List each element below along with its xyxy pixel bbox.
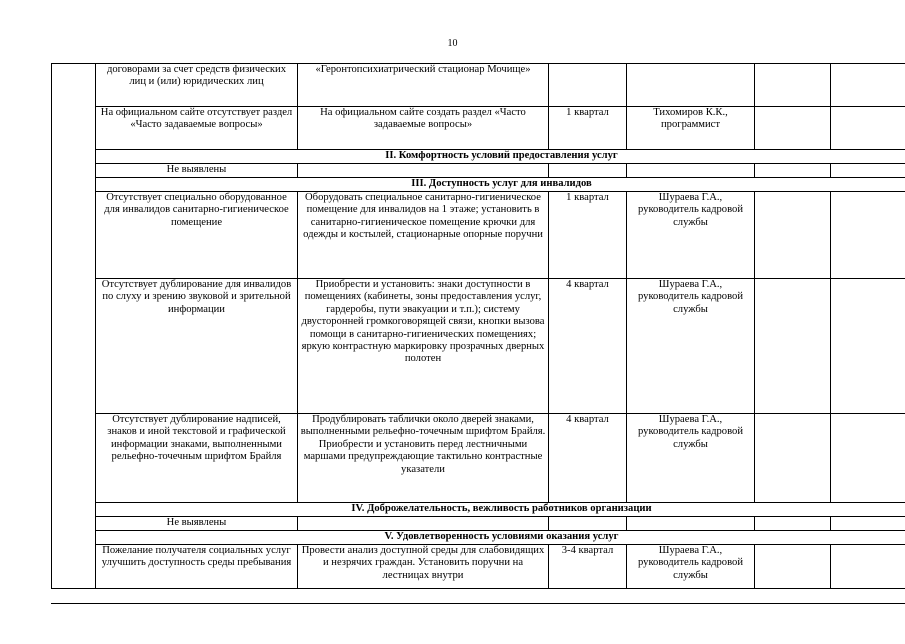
table-row — [52, 517, 905, 531]
responsible-cell: Шураева Г.А., руководитель кадровой службы — [627, 279, 755, 414]
date-cell — [831, 414, 905, 503]
date-cell — [831, 192, 905, 279]
page-number: 10 — [0, 38, 905, 49]
page-bottom-margin — [0, 604, 905, 644]
measure-cell — [298, 164, 549, 178]
measure-cell: Провести анализ доступной среды для слабовидящих и незрячих граждан. Установить поручни на лестницах внутри — [298, 545, 549, 589]
date-cell — [831, 279, 905, 414]
measure-cell: «Геронтопсихиатрический стационар Мочище» — [298, 64, 549, 107]
table-row — [52, 164, 905, 178]
measure-cell: На официальном сайте создать раздел «Часто задаваемые вопросы» — [298, 107, 549, 150]
section-heading: V. Удовлетворенность условиями оказания услуг — [96, 531, 905, 545]
responsible-cell — [627, 64, 755, 107]
result-cell — [755, 414, 831, 503]
table-row — [52, 107, 905, 150]
responsible-cell: Шураева Г.А., руководитель кадровой службы — [627, 545, 755, 589]
number-column — [52, 64, 96, 589]
measure-cell: Продублировать таблички около дверей знаками, выполненными рельефно-точечным шрифтом Брайля. Приобрести и установить перед лестничными маршами предупреждающие тактильно контрастные указатели — [298, 414, 549, 503]
result-cell — [755, 517, 831, 531]
table-row — [52, 64, 905, 107]
section-row — [52, 503, 905, 517]
table-bottom-border — [51, 603, 905, 604]
date-cell — [831, 545, 905, 589]
term-cell: 4 квартал — [549, 414, 627, 503]
measure-cell — [298, 517, 549, 531]
section-row — [52, 178, 905, 192]
term-cell — [549, 164, 627, 178]
measure-cell: Приобрести и установить: знаки доступности в помещениях (кабинеты, зоны предоставления услуг, гардеробы, пути эвакуации и т.п.); систему двусторонней громкоговорящей связи, кнопки вызова помощи в санитарно-гигиенических помещениях; яркую контрастную маркировку прозрачных дверных полотен — [298, 279, 549, 414]
shortcoming-cell: На официальном сайте отсутствует раздел «Часто задаваемые вопросы» — [96, 107, 298, 150]
shortcoming-cell: Пожелание получателя социальных услуг улучшить доступность среды пребывания — [96, 545, 298, 589]
result-cell — [755, 545, 831, 589]
section-row — [52, 531, 905, 545]
result-cell — [755, 279, 831, 414]
date-cell — [831, 164, 905, 178]
term-cell — [549, 517, 627, 531]
table-row — [52, 545, 905, 589]
term-cell: 1 квартал — [549, 107, 627, 150]
shortcoming-cell: Не выявлены — [96, 164, 298, 178]
measure-cell: Оборудовать специальное санитарно-гигиеническое помещение для инвалидов на 1 этаже; установить в санитарно-гигиеническое помещение крючки для одежды и костылей, стационарные опорные поручни — [298, 192, 549, 279]
term-cell — [549, 64, 627, 107]
responsible-cell: Шураева Г.А., руководитель кадровой службы — [627, 414, 755, 503]
responsible-cell: Шураева Г.А., руководитель кадровой службы — [627, 192, 755, 279]
shortcoming-cell: Отсутствует дублирование надписей, знаков и иной текстовой и графической информации знаками, выполненными рельефно-точечным шрифтом Брайля — [96, 414, 298, 503]
result-cell — [755, 64, 831, 107]
shortcoming-cell: Не выявлены — [96, 517, 298, 531]
responsible-cell: Тихомиров К.К., программист — [627, 107, 755, 150]
date-cell — [831, 517, 905, 531]
section-row — [52, 150, 905, 164]
responsible-cell — [627, 517, 755, 531]
date-cell — [831, 64, 905, 107]
term-cell: 3-4 квартал — [549, 545, 627, 589]
date-cell — [831, 107, 905, 150]
table-row — [52, 192, 905, 279]
result-cell — [755, 164, 831, 178]
term-cell: 1 квартал — [549, 192, 627, 279]
section-heading: II. Комфортность условий предоставления услуг — [96, 150, 905, 164]
shortcoming-cell: Отсутствует дублирование для инвалидов по слуху и зрению звуковой и зрительной информации — [96, 279, 298, 414]
term-cell: 4 квартал — [549, 279, 627, 414]
shortcoming-cell: договорами за счет средств физических лиц и (или) юридических лиц — [96, 64, 298, 107]
table-row — [52, 414, 905, 503]
table-row — [52, 279, 905, 414]
improvement-plan-table — [51, 63, 905, 589]
result-cell — [755, 107, 831, 150]
responsible-cell — [627, 164, 755, 178]
section-heading: III. Доступность услуг для инвалидов — [96, 178, 905, 192]
shortcoming-cell: Отсутствует специально оборудованное для инвалидов санитарно-гигиеническое помещение — [96, 192, 298, 279]
result-cell — [755, 192, 831, 279]
section-heading: IV. Доброжелательность, вежливость работников организации — [96, 503, 905, 517]
